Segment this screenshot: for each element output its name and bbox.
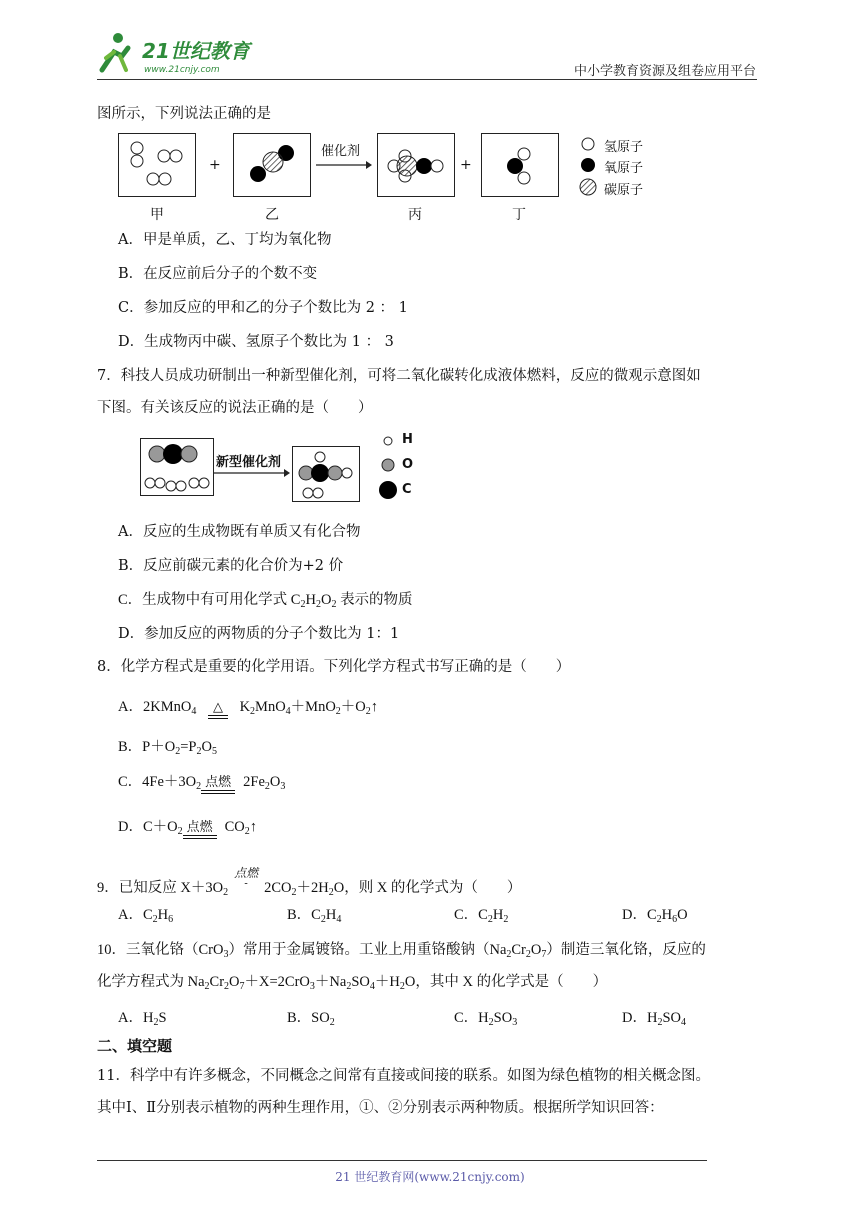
q9-option-a: A．$C_2H_6$	[118, 907, 174, 925]
runner-icon	[102, 33, 128, 70]
reaction-arrow	[214, 468, 290, 478]
legend-h: H	[402, 432, 413, 447]
legend-hydrogen: 氢原子	[604, 140, 644, 155]
ignite-condition: 点燃	[234, 866, 259, 880]
q7-option-d: D．参加反应的两物质的分子个数比为 1：1	[118, 626, 400, 642]
q7-stem-line1: 7．科技人员成功研制出一种新型催化剂，可将二氧化碳转化成液体燃料，反应的微观示意图如	[97, 368, 701, 384]
q10-stem-line2: 化学方程式为 $Na_2Cr_2O_7+X=2CrO_3+Na_2SO_4+H_2O$，其中 X 的化学式是（ ）	[97, 974, 608, 992]
catalyst-label: 催化剂	[321, 144, 361, 159]
q11-stem-line1: 11．科学中有许多概念，不同概念之间常有直接或间接的联系。如图为绿色植物的相关概念图。	[97, 1068, 710, 1084]
q10-option-b: B．$SO_2$	[287, 1010, 335, 1028]
q6-option-d: D．生成物丙中碳、氢原子个数比为 1 ： 3	[118, 334, 394, 350]
q10-option-d: D．$H_2SO_4$	[622, 1010, 686, 1028]
label-ding: 丁	[512, 207, 526, 223]
q11-stem-line2: 其中Ⅰ、Ⅱ分别表示植物的两种生理作用，①、②分别表示两种物质。根据所学知识回答：	[97, 1100, 664, 1116]
new-catalyst-label: 新型催化剂	[216, 455, 282, 470]
q9-stem: 9．已知反应 $X+3O_2$ 点燃 - $2CO_2+2H_2O$，则 X 的化学式为（ ）	[97, 866, 522, 898]
q6-stem: 图所示，下列说法正确的是	[97, 106, 271, 122]
reactant-box	[140, 438, 214, 496]
q10-option-a: A．$H_2S$	[118, 1010, 167, 1028]
q6-option-b: B．在反应前后分子的个数不变	[118, 266, 318, 282]
legend-o: O	[402, 457, 414, 472]
plus-sign: +	[460, 157, 472, 173]
q8-option-b: B．$P+O_2=P_2O_5$	[118, 739, 217, 757]
legend-carbon: 碳原子	[604, 183, 644, 198]
site-logo	[92, 30, 262, 80]
q10-stem-line1: 10．三氧化铬（CrO$_3$）常用于金属镀铬。工业上用重铬酸钠$(Na_2Cr_2O_7)$制造三氧化铬，反应的	[97, 942, 706, 960]
q7-option-c: C．生成物中有可用化学式 $C_2H_2O_2$ 表示的物质	[118, 592, 413, 610]
product-box	[292, 446, 360, 502]
q8-option-d: D．$C+O_2$ 点燃 $CO_2↑$	[118, 819, 258, 837]
q8-option-a: A．2KMnO$_4$ △ $K_2MnO_4+MnO_2+O_2↑$	[118, 699, 379, 717]
molecule-box-ding	[481, 133, 559, 197]
label-jia: 甲	[150, 207, 164, 223]
q9-option-c: C．$C_2H_2$	[454, 907, 509, 925]
ignite-condition: 点燃	[205, 775, 232, 790]
molecule-box-jia	[118, 133, 196, 197]
label-yi: 乙	[265, 207, 279, 223]
q7-stem-line2: 下图。有关该反应的说法正确的是（ ）	[97, 400, 373, 416]
logo-url: www.21cnjy.com	[144, 65, 220, 75]
ignite-condition: 点燃	[186, 820, 213, 835]
molecule-box-bing	[377, 133, 455, 197]
q7-option-a: A．反应的生成物既有单质又有化合物	[118, 524, 361, 540]
heat-symbol: △	[212, 700, 223, 715]
section-heading: 二、填空题	[97, 1037, 173, 1055]
q8-stem: 8．化学方程式是重要的化学用语。下列化学方程式书写正确的是（ ）	[97, 659, 571, 675]
footer-divider	[97, 1160, 707, 1161]
label-bing: 丙	[408, 207, 422, 223]
logo-text: 21世纪教育	[142, 39, 250, 63]
q9-option-d: D．$C_2H_6O$	[622, 907, 688, 925]
footer-text: 21 世纪教育网(www.21cnjy.com)	[335, 1170, 525, 1184]
legend-c: C	[402, 482, 412, 497]
q9-option-b: B．$C_2H_4$	[287, 907, 342, 925]
plus-sign: +	[209, 157, 221, 173]
reaction-arrow	[316, 160, 372, 170]
header-divider	[97, 79, 757, 80]
q10-option-c: C．$H_2SO_3$	[454, 1010, 518, 1028]
legend-icons	[378, 434, 400, 500]
q7-option-b: B．反应前碳元素的化合价为+2 价	[118, 558, 344, 574]
q8-option-c: C．$4Fe+3O_2$ 点燃 $2Fe_2O_3$	[118, 774, 286, 792]
legend-oxygen: 氧原子	[604, 161, 644, 176]
platform-name: 中小学教育资源及组卷应用平台	[573, 64, 756, 79]
molecule-box-yi	[233, 133, 311, 197]
legend-icons	[578, 134, 598, 196]
q6-option-c: C．参加反应的甲和乙的分子个数比为 2 ： 1	[118, 300, 408, 316]
q6-option-a: A．甲是单质，乙、丁均为氧化物	[118, 232, 332, 248]
